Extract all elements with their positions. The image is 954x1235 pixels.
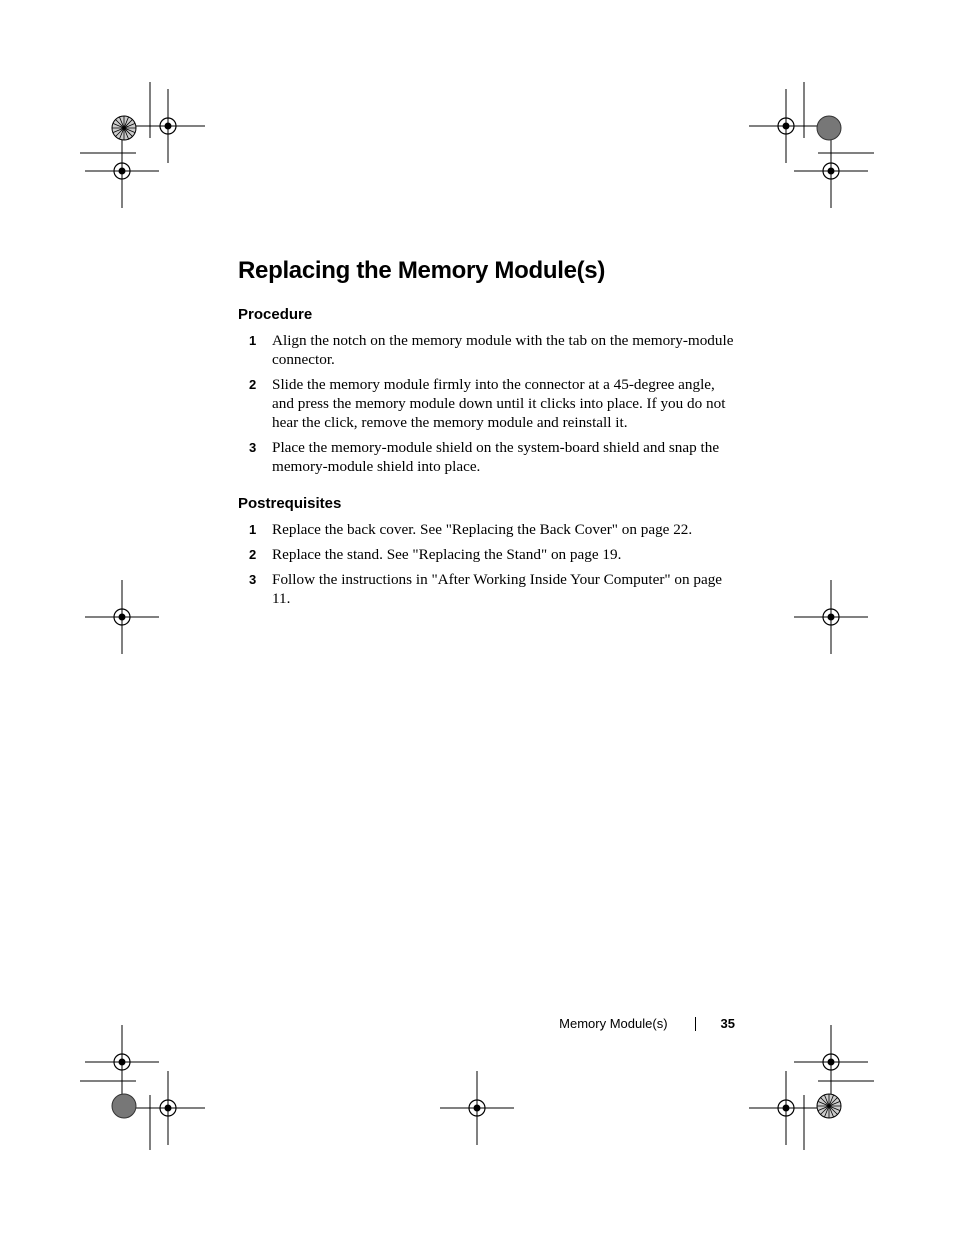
step-text: Replace the back cover. See "Replacing the Back Cover" on page 22. (272, 521, 693, 538)
step-text: Slide the memory module firmly into the connector at a 45-degree angle, and press the memory module down until it clicks into place. If you do not hear the click, remove the memory module and reinstall it. (272, 376, 726, 431)
postrequisite-step (238, 570, 738, 608)
registration-mark-icon (749, 1071, 823, 1145)
step-text: Follow the instructions in "After Working Inside Your Computer" on page 11. (272, 571, 723, 607)
step-text: Place the memory-module shield on the system-board shield and snap the memory-module shield into place. (272, 439, 720, 475)
step-number: 2 (249, 377, 257, 392)
step-number: 3 (249, 572, 257, 587)
crop-mark (80, 1081, 150, 1150)
registration-mark-icon (794, 580, 868, 654)
page-number: 35 (720, 1016, 735, 1031)
page-content (238, 254, 738, 614)
registration-mark-icon (85, 1025, 159, 1099)
registration-mark-icon (440, 1071, 514, 1145)
registration-mark-icon (794, 1025, 868, 1099)
registration-mark-icon (749, 89, 823, 163)
step-number: 2 (249, 547, 257, 562)
registration-mark-icon (85, 580, 159, 654)
step-number: 1 (249, 522, 257, 537)
procedure-steps (238, 331, 738, 476)
crop-mark (804, 1081, 874, 1150)
procedure-step (238, 438, 738, 476)
step-text: Align the notch on the memory module with the tab on the memory-module connector. (272, 332, 734, 368)
postrequisites-heading: Postrequisites (238, 495, 342, 512)
postrequisite-step (238, 520, 738, 539)
footer-divider (695, 1017, 696, 1031)
crop-mark (80, 82, 150, 153)
postrequisites-steps (238, 520, 738, 608)
gray-dot-icon (817, 116, 841, 140)
registration-mark-icon (131, 1071, 205, 1145)
gray-dot-icon (112, 1094, 136, 1118)
color-wheel-icon (112, 116, 136, 140)
registration-mark-icon (131, 89, 205, 163)
page-title: Replacing the Memory Module(s) (238, 257, 606, 284)
step-number: 3 (249, 440, 257, 455)
registration-mark-icon (794, 134, 868, 208)
step-text: Replace the stand. See "Replacing the Stand" on page 19. (272, 546, 622, 563)
page-footer (559, 1015, 735, 1033)
step-number: 1 (249, 333, 257, 348)
procedure-heading: Procedure (238, 306, 313, 323)
footer-section-name: Memory Module(s) (559, 1016, 668, 1031)
crop-mark (804, 82, 874, 153)
procedure-step (238, 375, 738, 432)
procedure-step (238, 331, 738, 369)
postrequisite-step (238, 545, 738, 564)
registration-mark-icon (85, 134, 159, 208)
color-wheel-icon (817, 1094, 841, 1118)
